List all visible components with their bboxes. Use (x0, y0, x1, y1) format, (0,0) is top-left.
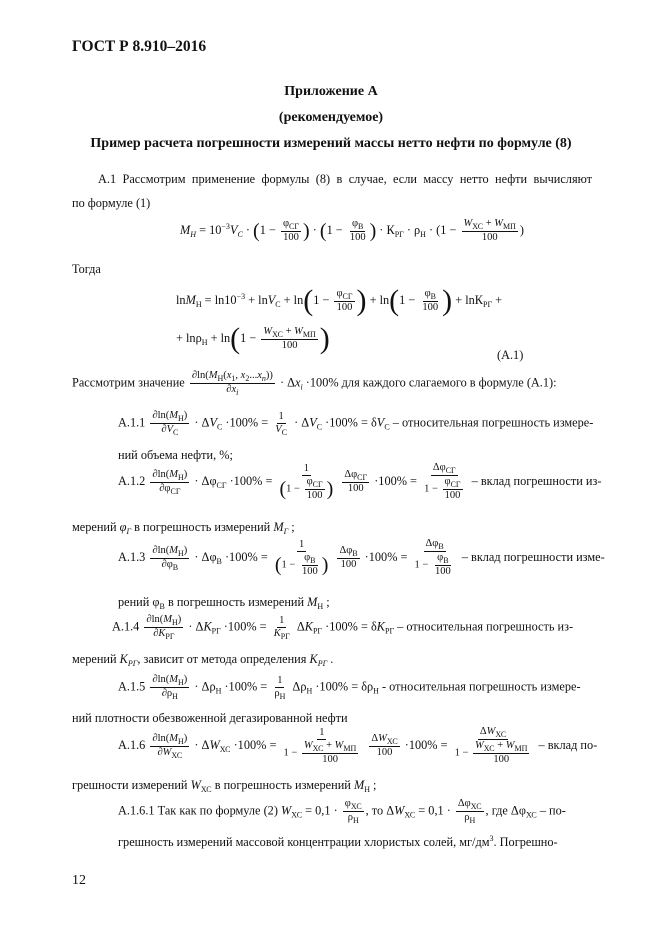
a12-cont-text: мерений (72, 520, 117, 534)
a14-label: А.1.4 (112, 619, 140, 634)
formula-1: $M_Н = 10^{-3}V_С \cdot (1$ − $\varphi_{СГ}$ 100 ) · (1 − $\varphi_В$ 100 ) · $К_{РГ} \cdot \rho_Н \cdot (1$ − $W_{ХС} + W_{МП}$ 100 ) (180, 218, 524, 244)
a14-cont-text2: , зависит от метода определения (137, 652, 307, 666)
then-word: Тогда (72, 262, 101, 276)
a12-label: А.1.2 (118, 474, 146, 489)
paragraph-a1-line1: А.1 Рассмотрим применение формулы (8) в случае, если массу нетто нефти вычисляют (98, 172, 592, 186)
a11-text: – относительная погрешность измере- (392, 415, 594, 430)
a13-cont-text2: в погрешность измерений (167, 595, 305, 609)
a11-continuation: ний объема нефти, %; (118, 448, 233, 462)
a13-cont-text: рений (118, 595, 150, 609)
a15-label: А.1.5 (118, 679, 146, 694)
a16-label: А.1.6 (118, 738, 146, 753)
appendix-title: Приложение А (284, 84, 378, 99)
section-title: Пример расчета погрешности измерений массы нетто нефти по формуле (8) (90, 136, 572, 151)
a11-label: А.1.1 (118, 415, 146, 430)
equation-number: (А.1) (497, 348, 524, 362)
page-number: 12 (72, 873, 86, 888)
a16-text: – вклад по- (538, 738, 598, 753)
a16-cont-text2: в погрешность измерений (214, 778, 351, 792)
a14-cont-text: мерений (72, 652, 117, 666)
item-a161: А.1.6.1 Так как по формуле (2) $W_{ХС} = 0,1$ · $\varphi_{ХС}$ $\rho_Н$ , то $\Delta W_{ХС} = 0,1$ · $\Delta\varphi_{ХС}$ $\rho_Н$ , где $\Delta\varphi_{ХС} - по-$ (118, 798, 566, 826)
formula-ln-line2: + lnρ$_Н$ + ln(1 − $W_{ХС} + W_{МП}$ 100 ) (176, 322, 330, 355)
a12-continuation: мерений $\varphi_Г$ в погрешность измерений $M_Г$ ; (72, 520, 295, 536)
a161-cont-text: грешность измерений массовой концентрации хлористых солей, мг/дм (118, 835, 490, 849)
a12-cont-text2: в погрешность измерений (134, 520, 271, 534)
appendix-status: (рекомендуемое) (278, 110, 384, 125)
paragraph-a1-line2: по формуле (1) (72, 196, 151, 210)
a161-cont-end: . Погрешно- (493, 835, 558, 849)
consider-line: Рассмотрим значение $\partial\ln(M_Н(x_1$, $x_2...x_n$)) $\partial x_i$ · $\Delta x_i \cdot 100\%$ для каждого слагаемого в формуле (А.1): (72, 370, 557, 398)
item-a12: А.1.2 $\partial\ln(M_Н)$ $\partial\varphi_{СГ}$ · $\Delta\varphi_{СГ} \cdot 100\%$ = 1 (1 − $\varphi_{СГ}$ 100 ) $\Delta\varphi_{СГ}$ 100 ·100% = $\Delta\varphi_{СГ}$ 1 − $\varphi_{СГ}$ 100 – вклад погрешности из- (118, 462, 602, 502)
a161-text3: , где (485, 803, 508, 818)
a15-continuation: ний плотности обезвоженной дегазированной нефти (72, 711, 348, 725)
a14-text: – относительная погрешность из- (397, 619, 574, 634)
a16-cont-text: грешности измерений (72, 778, 188, 792)
a161-text2: , то (365, 803, 384, 818)
item-a15: А.1.5 $\partial\ln(M_Н)$ $\partial\rho_Н$ · $\Delta\rho_Н \cdot 100\%$ = 1 $\rho_Н$ $\Delta\rho_Н \cdot 100\% = \delta\rho_Н$ - относительная погрешность измере- (118, 674, 581, 702)
formula-ln-line1: $\ln M_Н = \ln 10^{-3} + \ln V_С + \ln(1$ − $\varphi_{СГ}$ 100 ) + ln(1 − $\varphi_В$ 100 ) + lnК$_{РГ}$ + (176, 284, 503, 317)
consider-suffix: для каждого слагаемого в формуле (А.1): (341, 375, 557, 390)
a14-continuation: мерений $K_{РГ}$, зависит от метода определения $K_{РГ}$ . (72, 652, 334, 668)
a161-text4: – по- (539, 803, 566, 818)
item-a16: А.1.6 $\partial\ln(M_Н)$ $\partial W_{ХС}$ · $\Delta W_{ХС} \cdot 100\%$ = 1 1 − $W_{ХС} + W_{МП}$ 100 $\Delta W_{ХС}$ 100 ·100% = $\Delta W_{ХС}$ 1 − $W_{ХС} + W_{МП}$ 100 – вклад по- (118, 726, 598, 766)
a161-continuation: грешность измерений массовой концентрации хлористых солей, $мг/дм^3$. Погрешно- (118, 834, 558, 849)
a161-text1: Так как по формуле (2) (157, 803, 278, 818)
item-a14: А.1.4 $\partial\ln(M_Н)$ $\partial K_{РГ}$ · $\Delta K_{РГ} \cdot 100\%$ = 1 $K_{РГ}$ $\Delta K_{РГ} \cdot 100\% = \delta K_{РГ}$ – относительная погрешность из- (112, 614, 574, 642)
item-a13: А.1.3 $\partial\ln(M_Н)$ $\partial\varphi_В$ · $\Delta\varphi_В \cdot 100\%$ = 1 (1 − $\varphi_В$ 100 ) $\Delta\varphi_В$ 100 ·100% = $\Delta\varphi_В$ 1 − $\varphi_В$ 100 – вклад погрешности изме- (118, 538, 605, 578)
document-header: ГОСТ Р 8.910–2016 (72, 38, 207, 55)
a12-text: – вклад погрешности из- (471, 474, 602, 489)
item-a11: А.1.1 $\partial\ln(M_Н)$ $\partial V_С$ · $\Delta V_С \cdot 100\%$ = 1 $V_С$ · $\Delta V_С \cdot 100\% = \delta V_С$ – относительная погрешность измере- (118, 410, 594, 438)
a13-continuation: рений $\varphi_В$ в погрешность измерений $M_Н$ ; (118, 595, 330, 611)
a13-text: – вклад погрешности изме- (461, 550, 605, 565)
a13-label: А.1.3 (118, 550, 146, 565)
a16-continuation: грешности измерений $W_{ХС}$ в погрешность измерений $M_Н$ ; (72, 778, 377, 794)
a15-text: - относительная погрешность измере- (382, 679, 581, 694)
consider-prefix: Рассмотрим значение (72, 375, 185, 390)
a161-label: А.1.6.1 (118, 803, 155, 818)
